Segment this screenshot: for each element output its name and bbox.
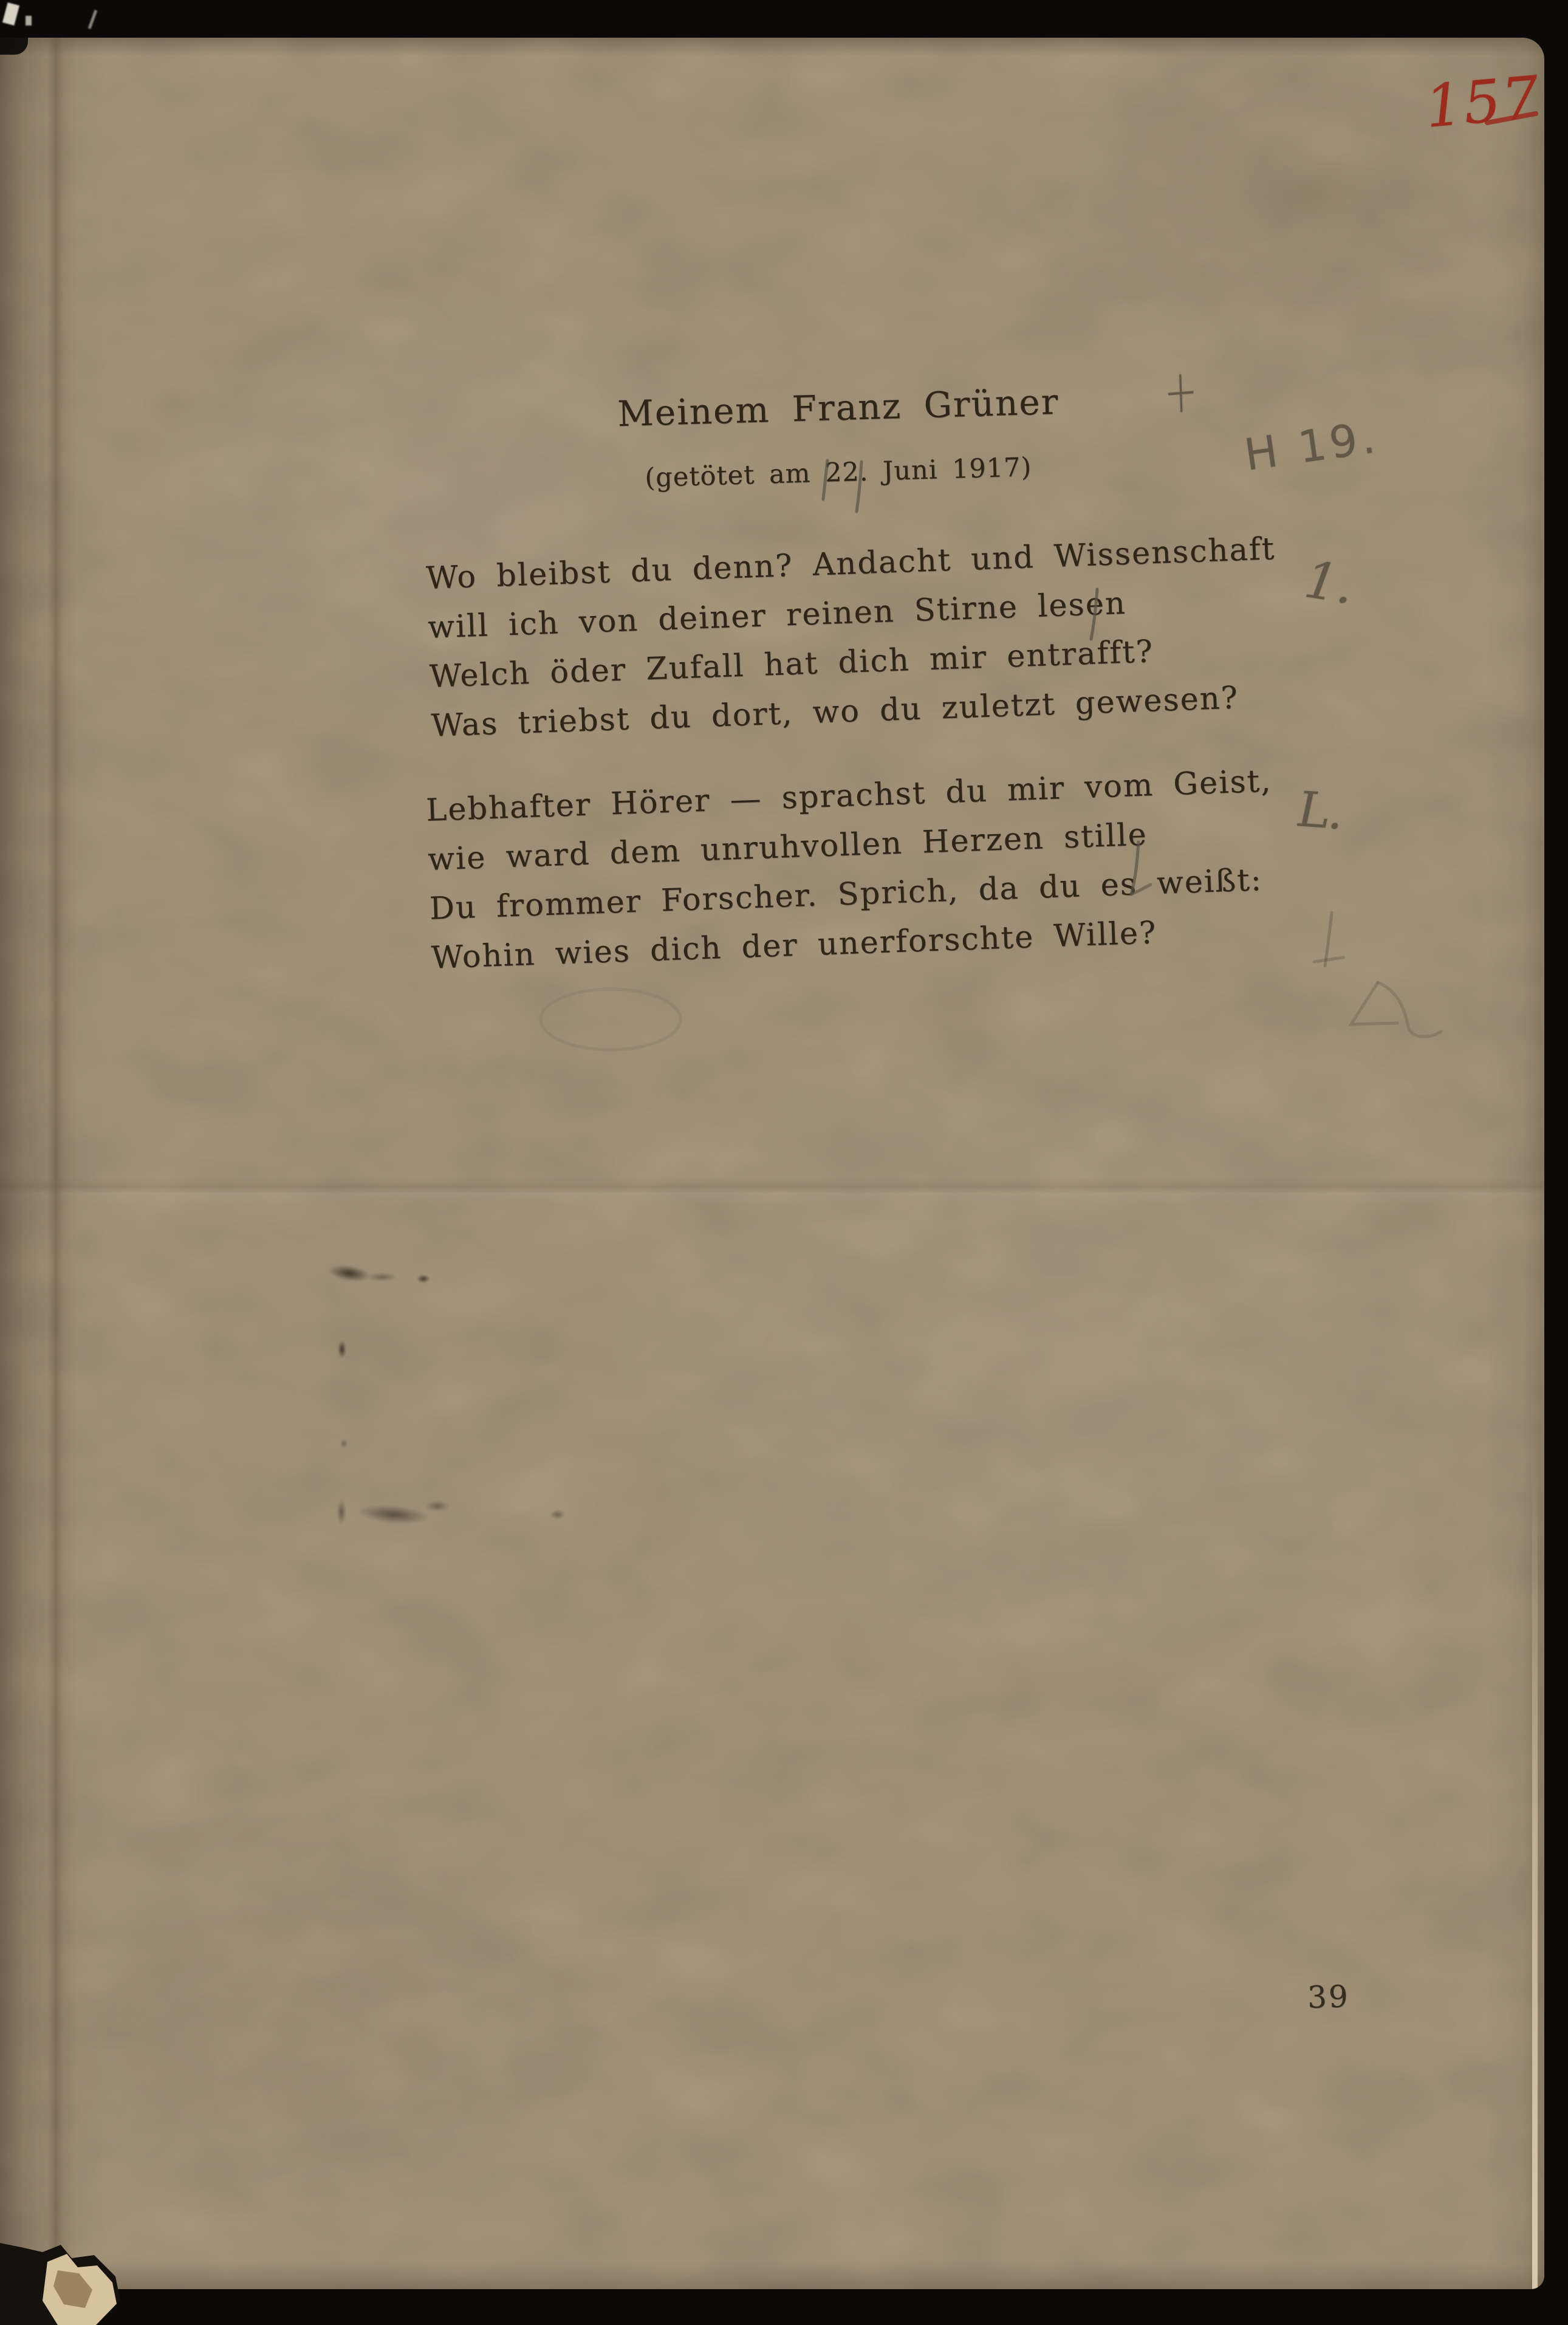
page-paper [0,38,1544,2289]
poem-dedication: (getötet am 22. Juni 1917) [644,452,1032,493]
ink-smudge [337,1499,346,1525]
poem-title: Meinem Franz Grüner [617,380,1060,435]
binding-speck [2,2,19,26]
ink-smudge [338,1340,346,1358]
ink-smudge [425,1501,450,1512]
poem-line: Welch öder Zufall hat dich mir entrafft? [429,634,1154,695]
poem-stanza-1 [425,524,1281,751]
poem-line: Wo bleibst du denn? Andacht und Wissenschaft [425,531,1276,597]
poem-stanza-2 [425,756,1278,982]
poem-line: wie ward dem unruhvollen Herzen stille [427,817,1148,878]
poem-line: Lebhafter Hörer — sprachst du mir vom Geist, [425,763,1273,829]
binding-speck [26,16,32,26]
poem-line: will ich von deiner reinen Stirne lesen [427,585,1127,646]
binding-speck [88,10,98,29]
red-folio-number: 157 [1422,63,1543,142]
ink-smudge [550,1510,566,1519]
poem-line: Du frommer Forscher. Sprich, da du es weißt: [429,862,1263,927]
page-number: 39 [1307,1979,1351,2015]
ink-smudge [417,1275,430,1283]
poem-line: Was triebst du dort, wo du zuletzt gewesen? [430,680,1239,744]
paper-grain-texture [0,38,1544,2289]
pencil-margin-mark-1: 1. [1300,549,1358,616]
ink-smudge [340,1439,347,1448]
page-edge-highlight [1532,1465,1538,2289]
poem-line: Wohin wies dich der unerforschte Wille? [430,915,1158,976]
pencil-shelfmark: H 19. [1241,411,1382,481]
pencil-cross-mark: + [1163,355,1199,428]
pencil-margin-mark-2: L. [1292,781,1352,841]
torn-corner [0,2210,182,2325]
ink-smudge [367,1273,397,1281]
